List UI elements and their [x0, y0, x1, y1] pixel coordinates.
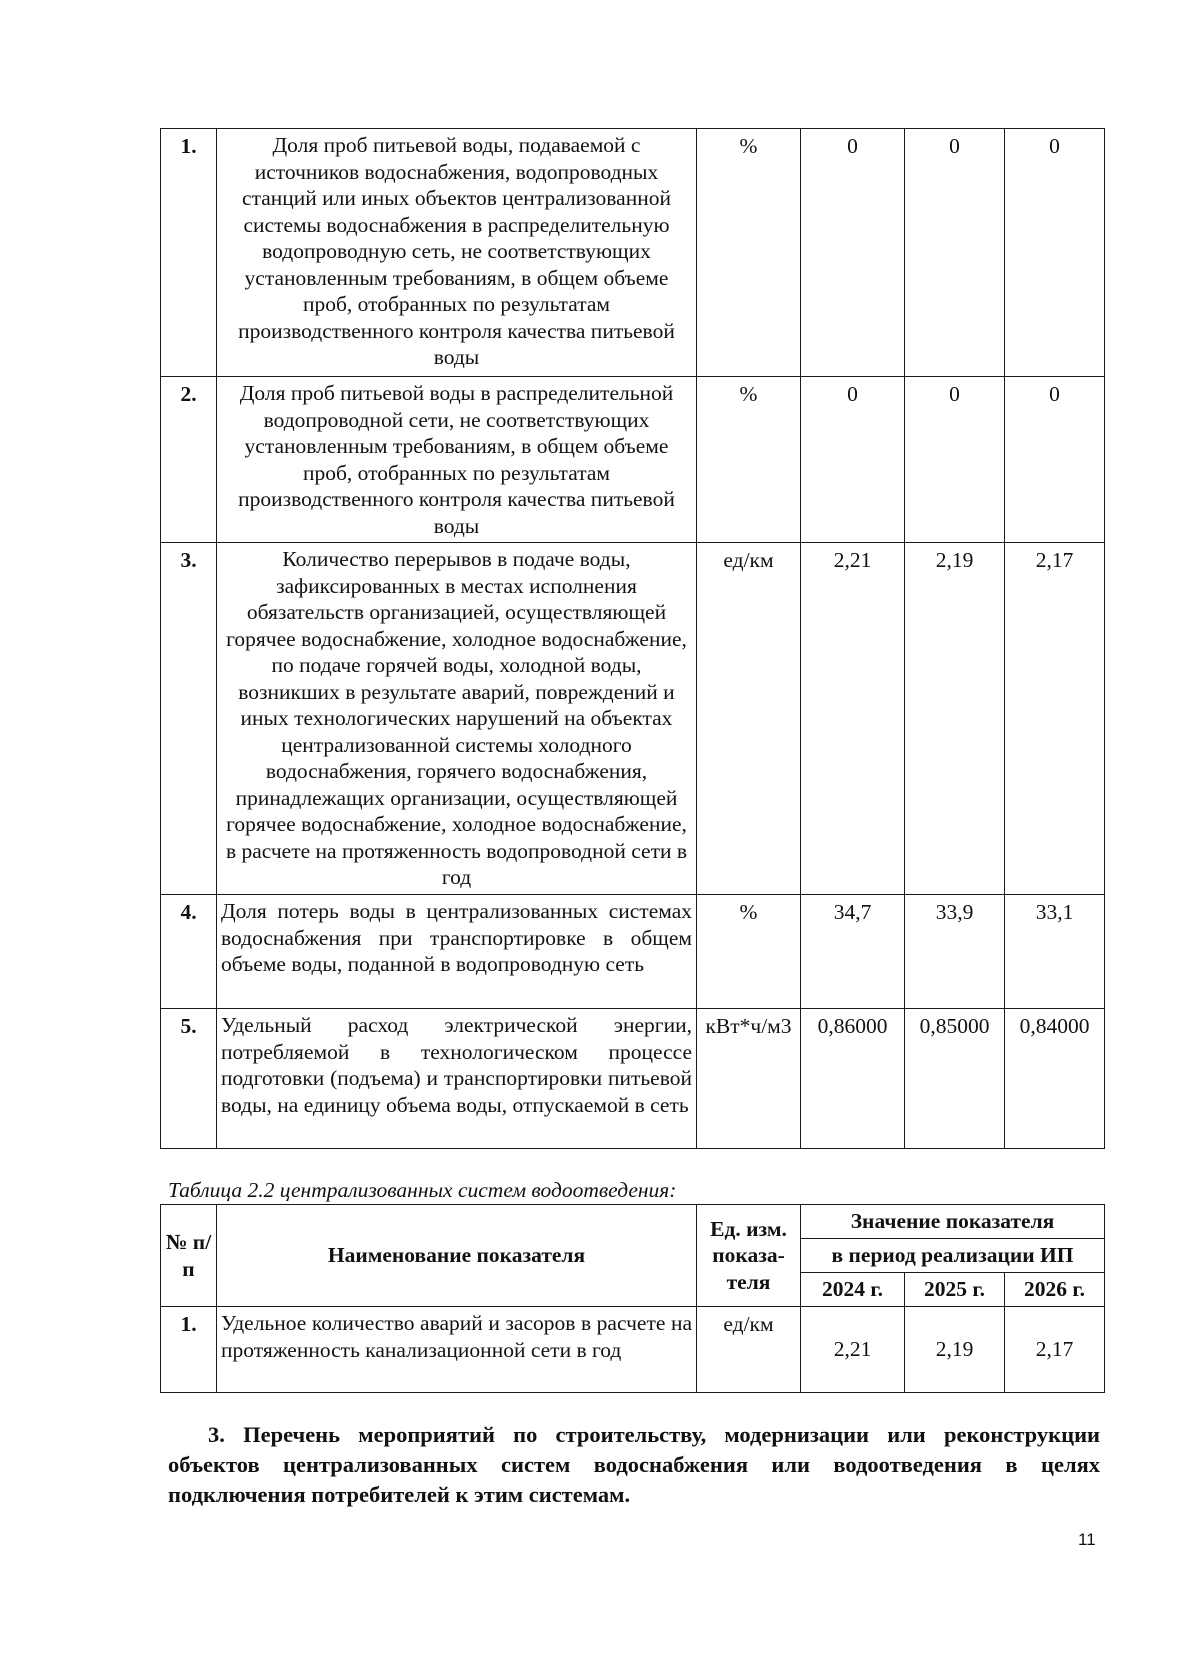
value-2024: 0 [801, 129, 905, 377]
indicator-name: Количество перерывов в подаче воды, зафиксированных в местах исполнения обязательств организацией, осуществляющей горячее водоснабжение, холодное водоснабжение, по подаче горячей воды, холодной воды, возникших в результате аварий, повреждений и иных технологических нарушений на объектах централизованной системы холодного водоснабжения, горячего водоснабжения, принадлежащих организации, осуществляющей горячее водоснабжение, холодное водоснабжение, в расчете на протяженность водопроводной сети в год [217, 543, 697, 895]
value-2026: 2,17 [1005, 543, 1105, 895]
value-2026: 2,17 [1005, 1307, 1105, 1393]
page-number: 11 [1078, 1530, 1096, 1549]
row-number: 2. [161, 377, 217, 543]
header-year-2024: 2024 г. [801, 1273, 905, 1307]
table-row [161, 895, 1105, 1009]
header-indicator-name: Наименование показателя [217, 1205, 697, 1307]
value-2025: 0 [905, 377, 1005, 543]
table-caption: Таблица 2.2 централизованных систем водоотведения: [168, 1178, 677, 1202]
indicator-name: Доля проб питьевой воды в распределительной водопроводной сети, не соответствующих установленным требованиям, в общем объеме проб, отобранных по результатам производственного контроля качества питьевой воды [217, 377, 697, 543]
table-row [161, 543, 1105, 895]
value-2024: 2,21 [801, 543, 905, 895]
header-unit: Ед. изм. показа-теля [697, 1205, 801, 1307]
indicator-name: Удельное количество аварий и засоров в расчете на протяженность канализационной сети в год [217, 1307, 697, 1393]
unit-cell: ед/км [697, 1307, 801, 1393]
value-2024: 2,21 [801, 1307, 905, 1393]
unit-cell: ед/км [697, 543, 801, 895]
section-heading: 3. Перечень мероприятий по строительству, модернизации или реконструкции объектов централизованных систем водоснабжения или водоотведения в целях подключения потребителей к этим системам. [168, 1422, 1100, 1507]
header-period: в период реализации ИП [801, 1239, 1105, 1273]
value-2025: 33,9 [905, 895, 1005, 1009]
unit-cell: % [697, 377, 801, 543]
value-2025: 0 [905, 129, 1005, 377]
value-2026: 33,1 [1005, 895, 1105, 1009]
value-2024: 0,86000 [801, 1009, 905, 1149]
table-row [161, 377, 1105, 543]
row-number: 4. [161, 895, 217, 1009]
indicators-table-wastewater [160, 1204, 1105, 1393]
value-2026: 0,84000 [1005, 1009, 1105, 1149]
indicator-name: Доля потерь воды в централизованных системах водоснабжения при транспортировке в общем объеме воды, поданной в водопроводную сеть [217, 895, 697, 1009]
value-2025: 2,19 [905, 543, 1005, 895]
value-2026: 0 [1005, 377, 1105, 543]
table-row [161, 1307, 1105, 1393]
header-value: Значение показателя [801, 1205, 1105, 1239]
indicator-name: Доля проб питьевой воды, подаваемой с источников водоснабжения, водопроводных станций или иных объектов централизованной системы водоснабжения в распределительную водопроводную сеть, не соответствующих установленным требованиям, в общем объеме проб, отобранных по результатам производственного контроля качества питьевой воды [217, 129, 697, 377]
header-row [161, 1205, 1105, 1239]
header-year-2025: 2025 г. [905, 1273, 1005, 1307]
unit-cell: % [697, 129, 801, 377]
table-row [161, 129, 1105, 377]
unit-cell: кВт*ч/м3 [697, 1009, 801, 1149]
value-2024: 0 [801, 377, 905, 543]
row-number: 5. [161, 1009, 217, 1149]
value-2026: 0 [1005, 129, 1105, 377]
indicator-name: Удельный расход электрической энергии, потребляемой в технологическом процессе подготовки (подъема) и транспортировки питьевой воды, на единицу объема воды, отпускаемой в сеть [217, 1009, 697, 1149]
unit-cell: % [697, 895, 801, 1009]
value-2025: 0,85000 [905, 1009, 1005, 1149]
indicators-table-water-supply [160, 128, 1105, 1149]
row-number: 3. [161, 543, 217, 895]
table-row [161, 1009, 1105, 1149]
value-2024: 34,7 [801, 895, 905, 1009]
header-year-2026: 2026 г. [1005, 1273, 1105, 1307]
header-number: № п/п [161, 1205, 217, 1307]
row-number: 1. [161, 129, 217, 377]
value-2025: 2,19 [905, 1307, 1005, 1393]
row-number: 1. [161, 1307, 217, 1393]
